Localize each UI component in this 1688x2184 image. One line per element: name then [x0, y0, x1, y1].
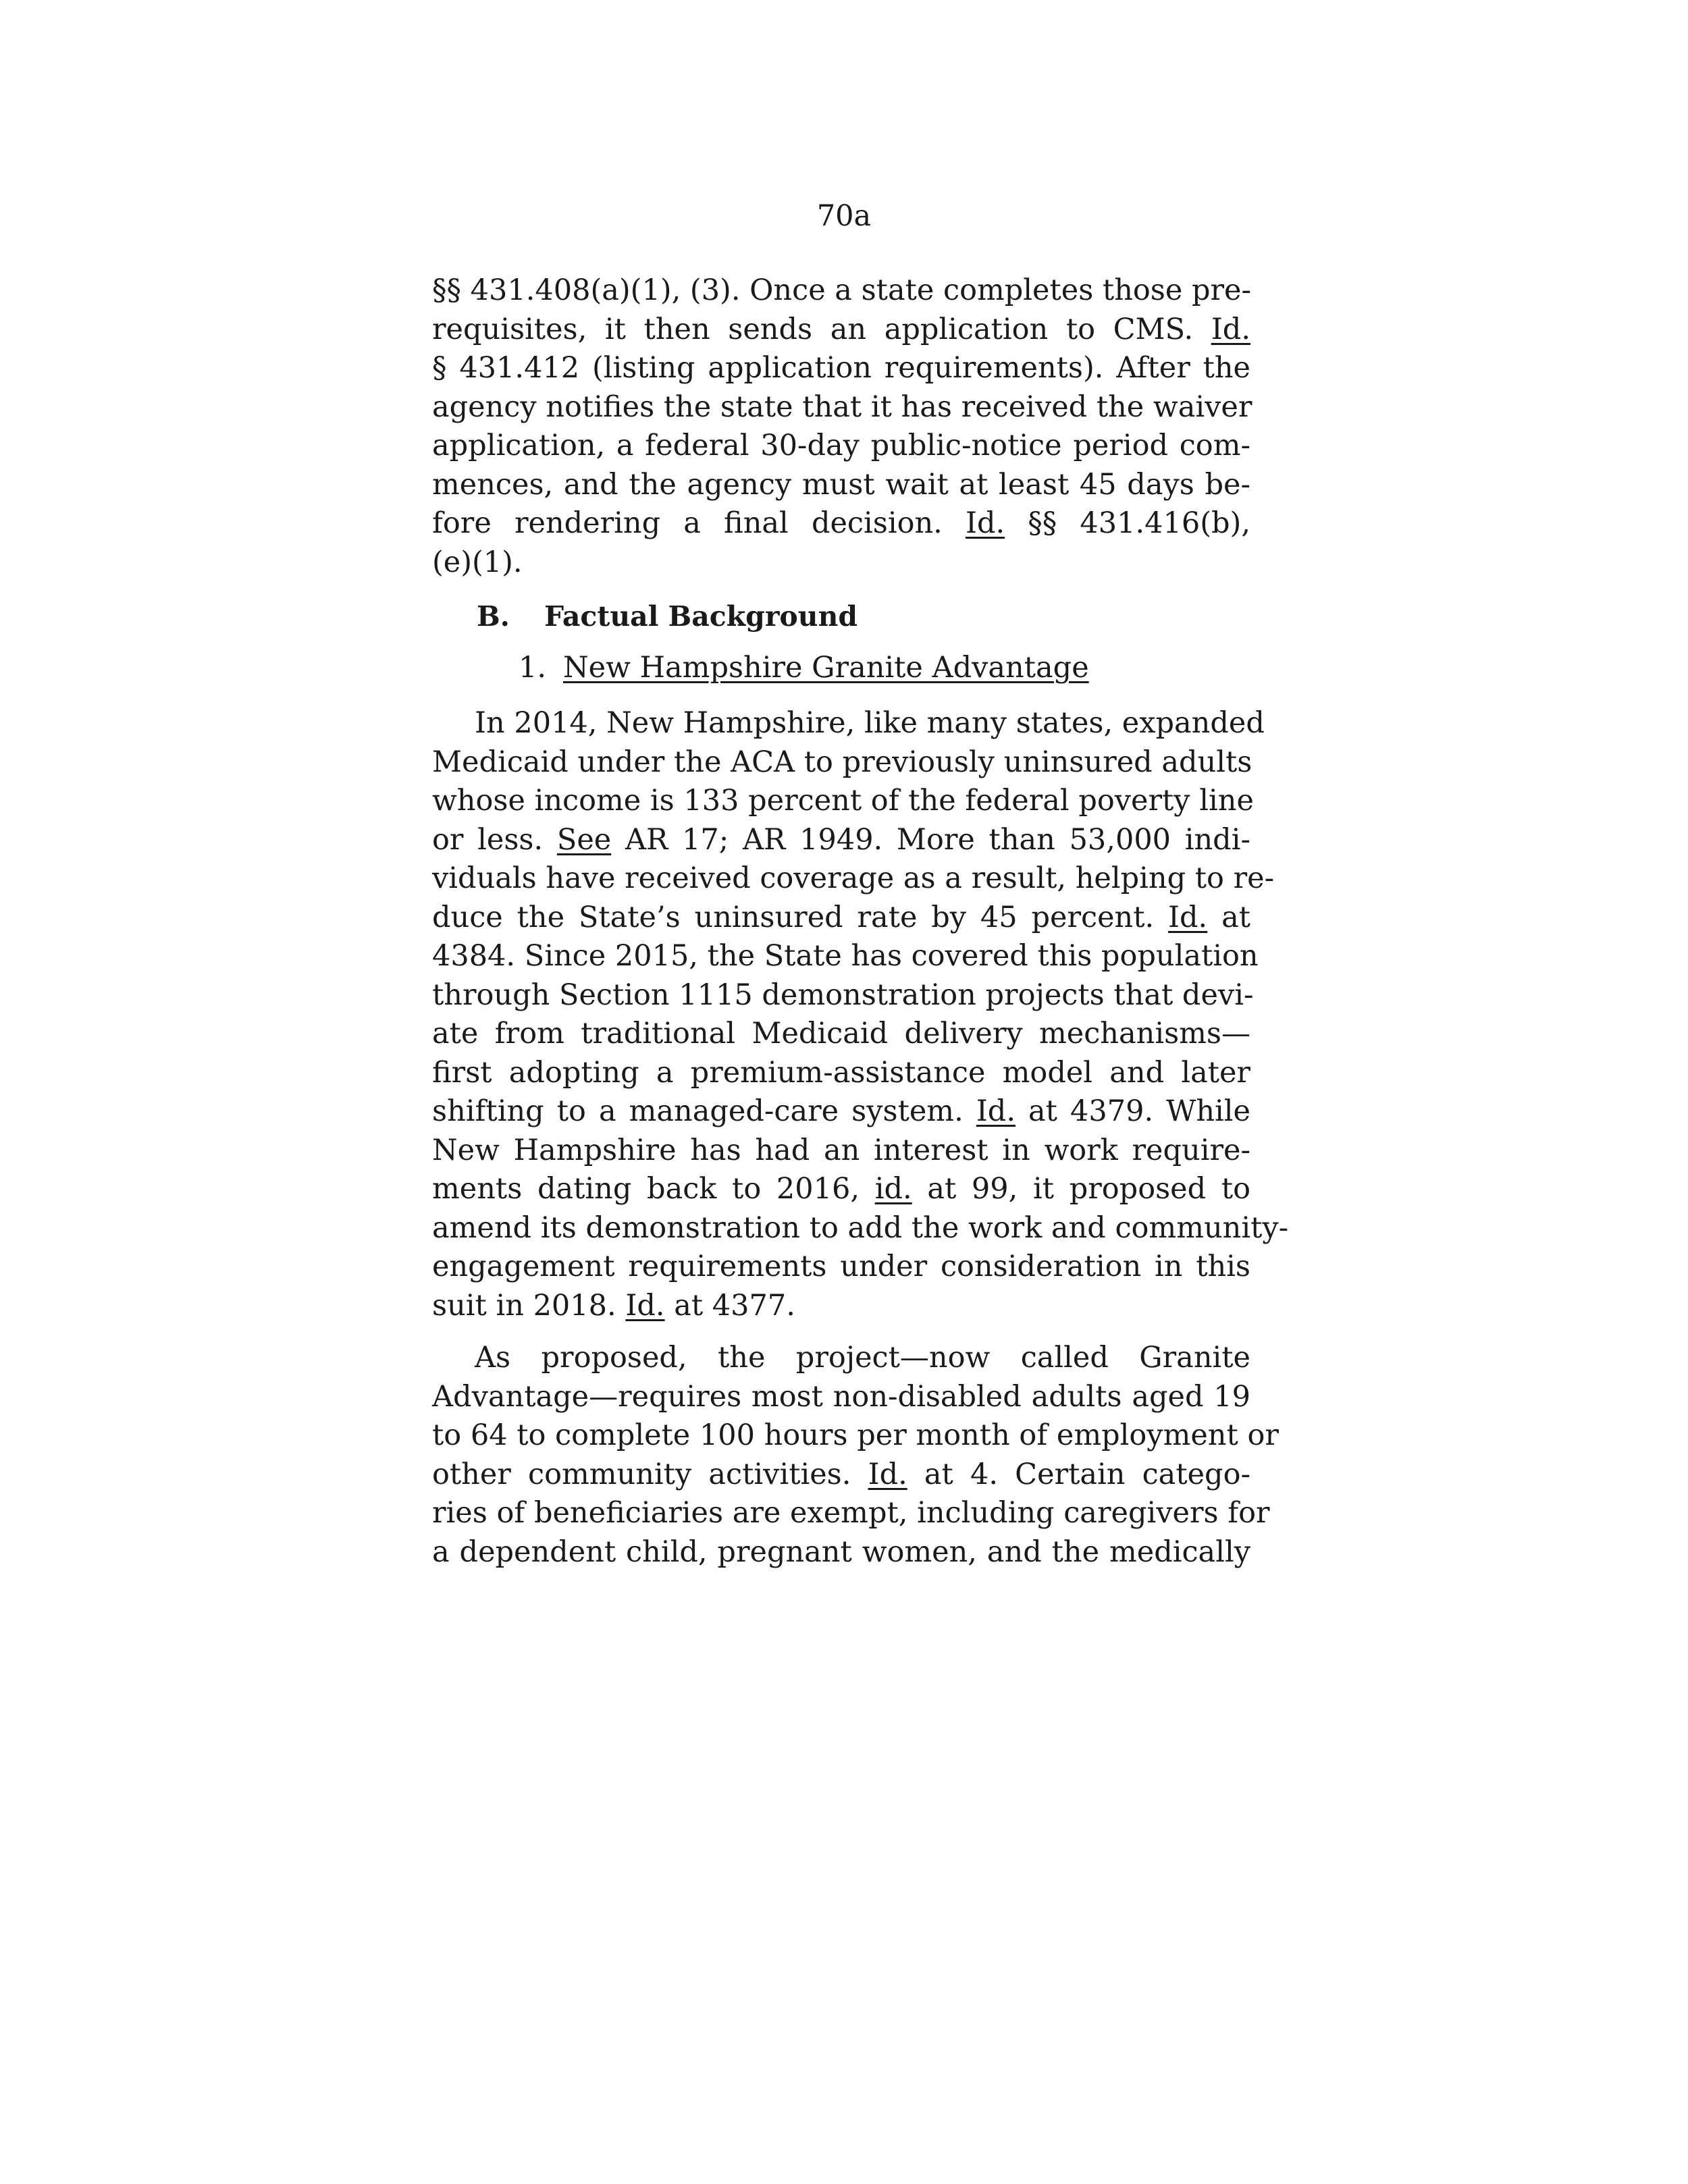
citation-signal: Id.	[976, 1094, 1016, 1128]
text-line: 4384. Since 2015, the State has covered this population	[432, 939, 1259, 973]
text-line: suit in 2018. Id. at 4377.	[432, 1288, 795, 1323]
text-line: a dependent child, pregnant women, and the medically	[432, 1535, 1250, 1569]
text-line: requisites, it then sends an application to CMS. Id.	[432, 312, 1250, 346]
text-line: (e)(1).	[432, 545, 523, 579]
citation-signal: Id.	[965, 506, 1005, 540]
text-line: ries of beneficiaries are exempt, including caregivers for	[432, 1496, 1270, 1530]
section-heading-factual-background	[477, 597, 858, 635]
text-line: engagement requirements under consideration in this	[432, 1250, 1250, 1283]
text-line: §§ 431.408(a)(1), (3). Once a state completes those pre-	[432, 273, 1252, 307]
text-line: application, a federal 30-day public-notice period com-	[432, 429, 1250, 462]
citation-signal: Id.	[625, 1288, 665, 1323]
text-line: amend its demonstration to add the work and community-	[432, 1210, 1289, 1245]
text-line: As proposed, the project—now called Granite	[475, 1341, 1250, 1375]
text-line: agency notifies the state that it has received the waiver	[432, 390, 1252, 424]
text-line: through Section 1115 demonstration projects that devi-	[432, 978, 1254, 1012]
citation-signal: See	[556, 822, 612, 857]
subsection-heading-title: New Hampshire Granite Advantage	[563, 651, 1089, 685]
text-line: first adopting a premium-assistance model and later	[432, 1055, 1250, 1090]
text-line: or less. See AR 17; AR 1949. More than 53,000 indi-	[432, 822, 1250, 857]
text-line: duce the State’s uninsured rate by 45 percent. Id. at	[432, 900, 1250, 934]
citation-signal: Id.	[1211, 312, 1250, 346]
text-line: Medicaid under the ACA to previously uninsured adults	[432, 745, 1252, 779]
citation-signal: id.	[874, 1172, 912, 1206]
text-line: other community activities. Id. at 4. Certain catego-	[432, 1457, 1250, 1491]
text-line: mences, and the agency must wait at least 45 days be-	[432, 467, 1250, 502]
text-line: fore rendering a final decision. Id. §§ 431.416(b),	[432, 506, 1250, 540]
citation-signal: Id.	[1168, 900, 1208, 934]
paragraph-granite-advantage-proposal	[432, 1339, 1279, 1572]
section-heading-title: Factual Background	[544, 600, 858, 633]
text-line: ate from traditional Medicaid delivery mechanisms—	[432, 1017, 1250, 1050]
citation-signal: Id.	[868, 1457, 907, 1491]
text-line: viduals have received coverage as a result, helping to re-	[432, 861, 1275, 895]
subsection-heading-number: 1.	[519, 651, 547, 685]
text-line: to 64 to complete 100 hours per month of employment or	[432, 1418, 1279, 1452]
section-heading-label: B.	[477, 600, 510, 633]
paragraph-statutory-procedure	[432, 271, 1250, 582]
paragraph-medicaid-expansion	[432, 704, 1289, 1325]
text-line: whose income is 133 percent of the federal poverty line	[432, 784, 1254, 818]
page-number: 70a	[816, 199, 872, 233]
text-line: In 2014, New Hampshire, like many states, expanded	[475, 706, 1265, 740]
text-line: Advantage—requires most non-disabled adults aged 19	[432, 1379, 1250, 1414]
text-line: shifting to a managed-care system. Id. at 4379. While	[432, 1094, 1250, 1128]
subsection-heading-granite-advantage	[519, 649, 1089, 687]
text-line: New Hampshire has had an interest in work require-	[432, 1133, 1250, 1167]
text-line: ments dating back to 2016, id. at 99, it proposed to	[432, 1172, 1250, 1206]
text-line: § 431.412 (listing application requirements). After the	[432, 351, 1250, 385]
